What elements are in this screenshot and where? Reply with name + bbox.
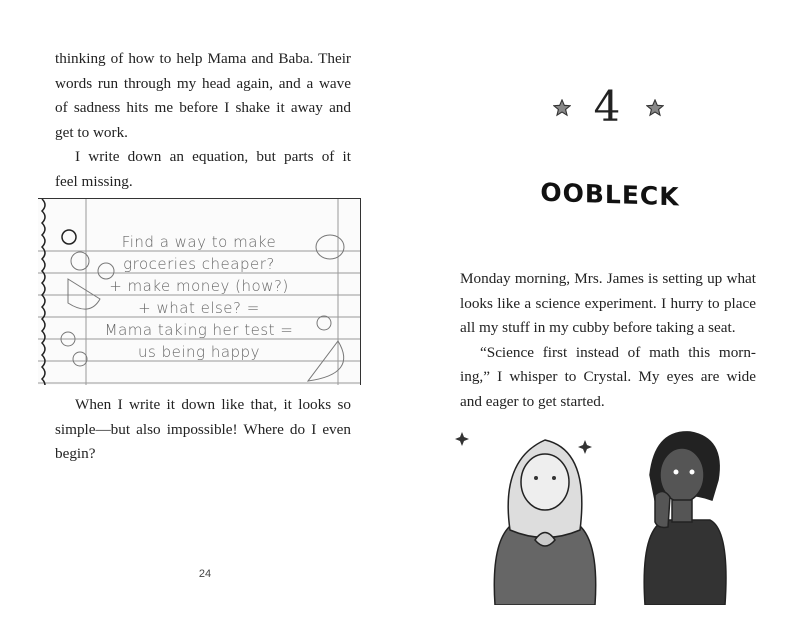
two-girls-illustration [450, 420, 750, 605]
text-line: feel missing. [55, 172, 133, 190]
text-line: ing,” I whisper to Crystal. My eyes are wide [460, 368, 756, 385]
right-page-text [460, 267, 756, 414]
text-line: thinking of how to help Mama and Baba. Their [55, 50, 351, 67]
note-line: us being happy [138, 343, 260, 361]
star-icon [646, 99, 664, 117]
note-line: Mama taking her test = [104, 321, 294, 339]
chapter-number: 4 [593, 82, 621, 131]
text-line: I write down an equation, but parts of it [75, 148, 351, 165]
note-line: Find a way to make [121, 233, 277, 251]
text-line: of sadness hits me before I shake it away and [55, 99, 351, 116]
text-line: begin? [55, 445, 96, 462]
text-line: and eager to get started. [460, 392, 605, 410]
note-line: + make money (how?) [109, 277, 289, 295]
text-line: Monday morning, Mrs. James is setting up what [460, 270, 756, 287]
note-line: + what else? = [138, 299, 260, 317]
text-line: get to work. [55, 123, 128, 141]
text-line: “Science first instead of math this morn- [480, 343, 756, 361]
text-line: looks like a science experiment. I hurry to place [460, 294, 756, 312]
note-line: groceries cheaper? [123, 255, 275, 273]
page-number: 24 [198, 568, 212, 580]
text-line: When I write it down like that, it looks so [75, 396, 351, 413]
chapter-title: OOBLECK [540, 177, 680, 212]
notebook-paper-illustration [38, 198, 361, 385]
left-page-text-top [55, 47, 351, 194]
text-line: words run through my head again, and a wave [55, 74, 351, 92]
star-icon [553, 99, 571, 117]
text-line: simple—but also impossible! Where do I even [55, 420, 351, 438]
text-line: all my stuff in my cubby before taking a seat. [460, 319, 736, 336]
left-page-text-bottom [55, 393, 351, 467]
